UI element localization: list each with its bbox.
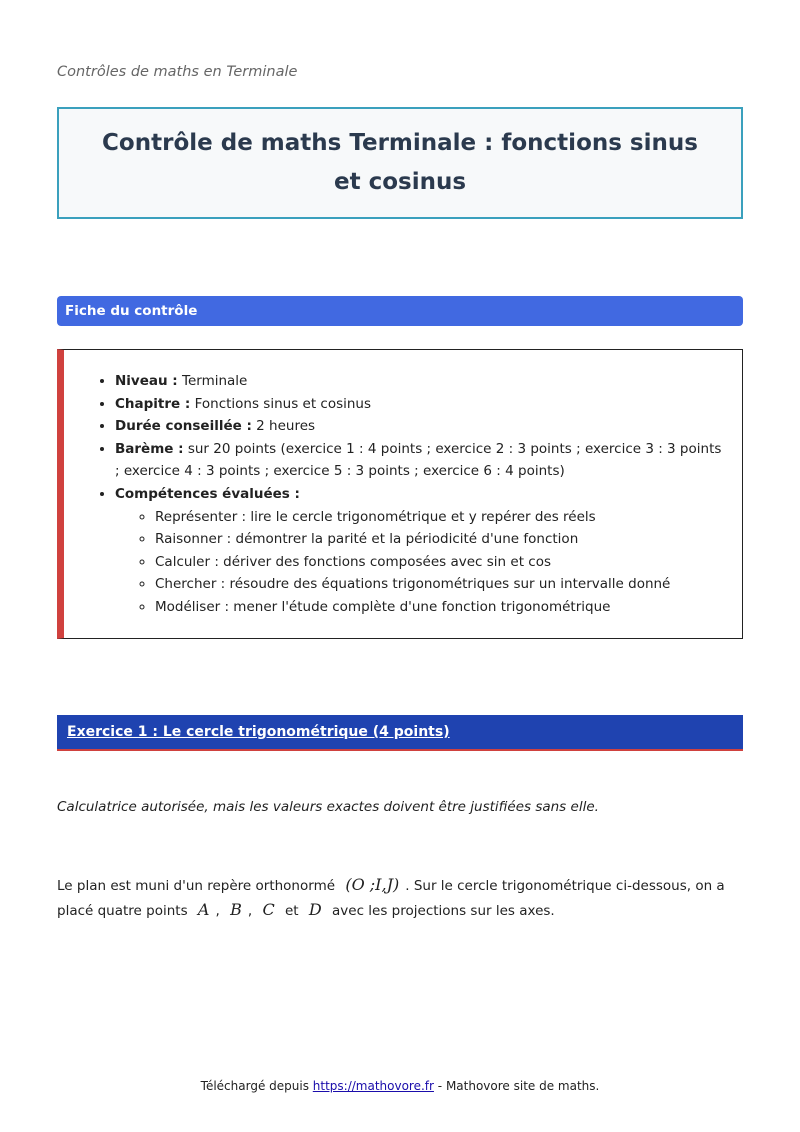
competence-item: ◦ Calculer : dériver des fonctions composées avec sin et cos: [155, 551, 725, 574]
list-item-chapitre: • Chapitre : Fonctions sinus et cosinus: [115, 393, 725, 416]
fiche-box: [57, 349, 743, 639]
exercise-1-link[interactable]: Exercice 1 : Le cercle trigonométrique (4 points): [67, 724, 450, 740]
frame-formula: (O ;I,J): [345, 875, 400, 894]
footer-link[interactable]: https://mathovore.fr: [312, 1079, 434, 1093]
competence-item: ◦ Représenter : lire le cercle trigonométrique et y repérer des réels: [155, 506, 725, 529]
point-a: A: [197, 900, 210, 919]
list-item-duree: • Durée conseillée : 2 heures: [115, 415, 725, 438]
list-item-competences: • Compétences évaluées : ◦ Représenter : lire le cercle trigonométrique et y repérer des réels ◦ Raisonner : démontrer la parité et la périodicité d'une fonction ◦ Calculer : dériver des fonctions composées avec sin et cos ◦ Chercher : résoudre des équations trigonométriques sur un intervalle donné ◦ Modéliser : mener l'étude complète d'une fonction trigonométrique: [115, 483, 725, 619]
page-title: Contrôle de maths Terminale : fonctions sinus et cosinus: [102, 130, 698, 195]
breadcrumb-kicker: Contrôles de maths en Terminale: [57, 64, 298, 80]
competences-list: [115, 506, 725, 619]
competence-item: ◦ Raisonner : démontrer la parité et la périodicité d'une fonction: [155, 528, 725, 551]
point-c: C: [262, 900, 275, 919]
point-d: D: [308, 900, 322, 919]
footer: Téléchargé depuis https://mathovore.fr - Mathovore site de maths.: [200, 1079, 600, 1093]
fiche-header: Fiche du contrôle: [57, 296, 743, 326]
fiche-list: [115, 370, 725, 619]
title-box: [57, 107, 743, 219]
point-b: B: [230, 900, 242, 919]
competence-item: ◦ Chercher : résoudre des équations trigonométriques sur un intervalle donné: [155, 573, 725, 596]
calculator-note: Calculatrice autorisée, mais les valeurs exactes doivent être justifiées sans elle.: [57, 799, 599, 815]
list-item-bareme: • Barème : sur 20 points (exercice 1 : 4 points ; exercice 2 : 3 points ; exercice 3 : 3 points ; exercice 4 : 3 points ; exercice 5 : 3 points ; exercice 6 : 4 points): [115, 438, 725, 483]
competence-item: ◦ Modéliser : mener l'étude complète d'une fonction trigonométrique: [155, 596, 725, 619]
exercise-1-paragraph: Le plan est muni d'un repère orthonormé (O ;I,J) . Sur le cercle trigonométrique ci-dessous, on a placé quatre points A , B , C et D avec les projections sur les axes.: [57, 875, 725, 919]
exercise-1-header: [57, 715, 743, 751]
list-item-niveau: • Niveau : Terminale: [115, 370, 725, 393]
